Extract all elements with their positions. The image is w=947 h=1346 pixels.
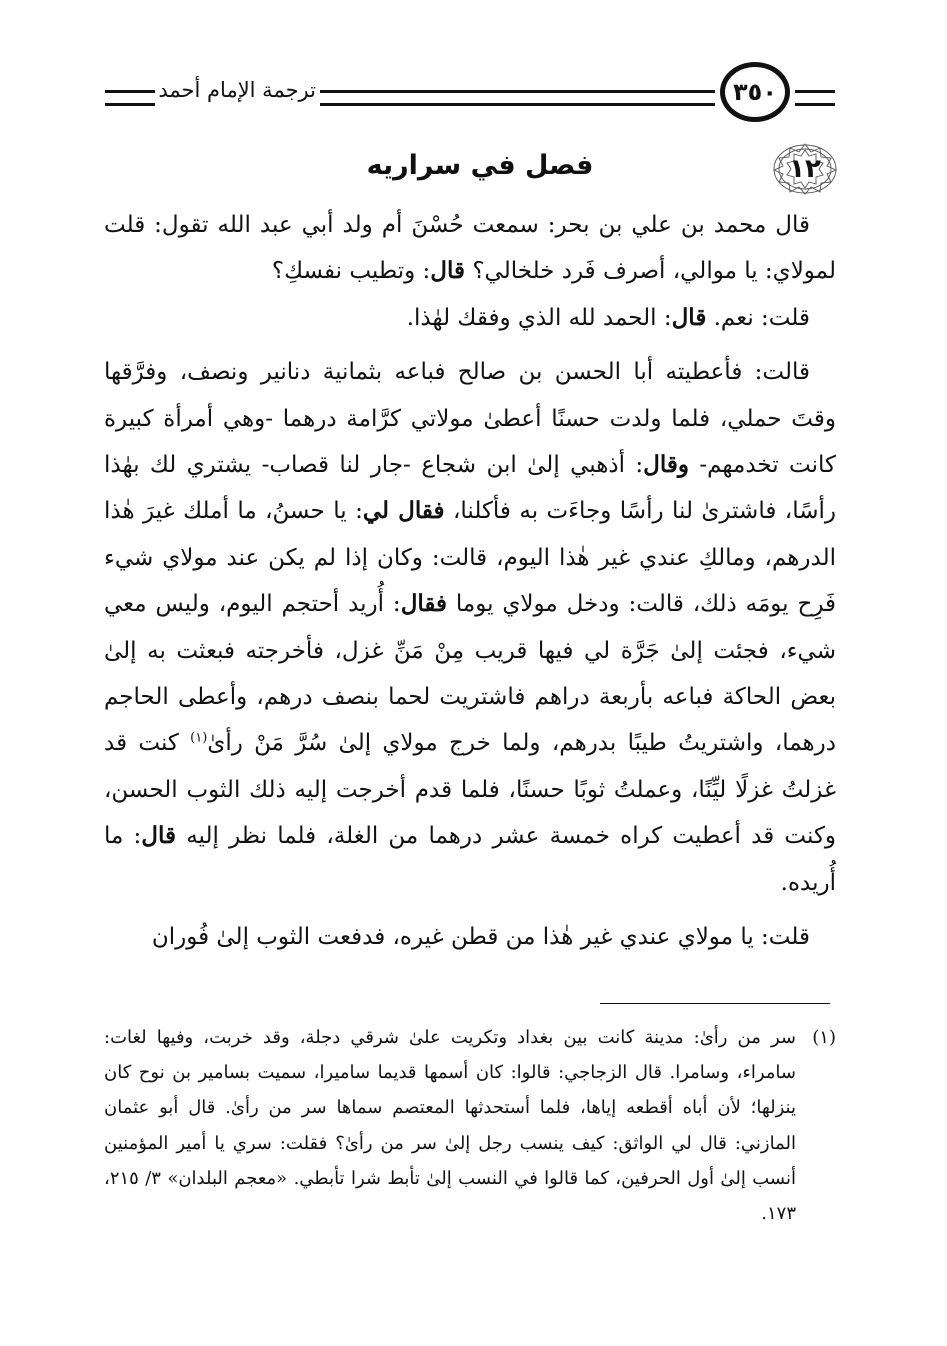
footnote-marker: (١) (812, 1027, 836, 1048)
page-number: ٣٥٠ (720, 62, 790, 122)
paragraph-4: قلت: يا مولاي عندي غير هٰذا من قطن غيره، فدفعت الثوب إلىٰ فُوران (151, 924, 810, 951)
footnote-reference: (١) (190, 730, 208, 746)
footnote-text: سر من رأىٰ: مدينة كانت بين بغداد وتكريت علىٰ شرقي دجلة، وقد خربت، وفيها لغات: سامراء، وسامرا. قال الزجاجي: قالوا: كان أسمها قديما ساميرا، سميت بسامير بن نوح كان ينزلها؛ لأن أباه أقطعه إياها، فلما أستحدثها المعتصم سماها سر من رأىٰ. قال أبو عثمان المازني: قال لي الواثق: كيف ينسب رجل إلىٰ سر من رأىٰ؟ فقلت: سري يا أمير المؤمنين أنسب إلىٰ أول الحرفين، كما قالوا في النسب إلىٰ تأبط شرا تأبطي. «معجم البلدان» ٣/ ٢١٥، ١٧٣. (104, 1027, 796, 1225)
header-rule-middle (320, 90, 715, 106)
footnotes (104, 1020, 836, 1231)
header-rule-left (105, 90, 155, 106)
running-title: ترجمة الإمام أحمد (158, 78, 316, 102)
footnote-1 (104, 1020, 836, 1231)
section-number: ١٢ (789, 154, 821, 184)
paragraph-2: قلت: نعم. قال: الحمد لله الذي وفقك لهٰذا. (406, 303, 810, 331)
body-text (104, 202, 836, 961)
paragraph-3: قالت: فأعطيته أبا الحسن بن صالح فباعه بثمانية دنانير ونصف، وفرَّقها وقتَ حملي، فلما ولدت حسنًا أعطىٰ مولاتي كرَّامة درهما -وهي أمرأة كبيرة كانت تخدمهم- وقال: أذهبي إلىٰ ابن شجاع -جار لنا قصاب- يشتري لك بهٰذا رأسًا، فاشترىٰ لنا رأسًا وجاءَت به فأكلنا، فقال لي: يا حسنُ، ما أملك غيرَ هٰذا الدرهم، ومالكِ عندي غير هٰذا اليوم، قالت: وكان إذا لم يكن عند مولاي شيء فَرِح يومَه ذلك، قالت: ودخل مولاي يوما فقال: أُريد أحتجم اليوم، وليس معي شيء، فجئت إلىٰ جَرَّة لي فيها قريب مِنْ مَنِّ غزل، فأخرجته فبعثت به إلىٰ بعض الحاكة فباعه بأربعة دراهم فاشتريت لحما بنصف درهم، وأعطى الحاجم درهما، واشتريتُ طيبًا بدرهم، ولما خرج مولاي إلىٰ سُرَّ مَنْ رأىٰ$^{(١)}$ كنت قد غزلتُ غزلًا ليِّنًا، وعملتُ ثوبًا حسنًا، فلما قدم أخرجت إليه ذلك الثوب الحسن، وكنت قد أعطيت كراه خمسة عشر درهما من الغلة، فلما نظر إليه قال: ما أُريده. (104, 359, 837, 896)
header-rule-right (795, 90, 835, 106)
section-title: فصل في سراريه (366, 150, 594, 181)
footnote-separator (600, 1003, 830, 1004)
paragraph-1: قال محمد بن علي بن بحر: سمعت حُسْنَ أم ولد أبي عبد الله تقول: قلت لمولاي: يا موالي، أصرف فَرد خلخالي؟ قال: وتطيب نفسكِ؟ (104, 212, 836, 285)
page-header (95, 62, 835, 126)
